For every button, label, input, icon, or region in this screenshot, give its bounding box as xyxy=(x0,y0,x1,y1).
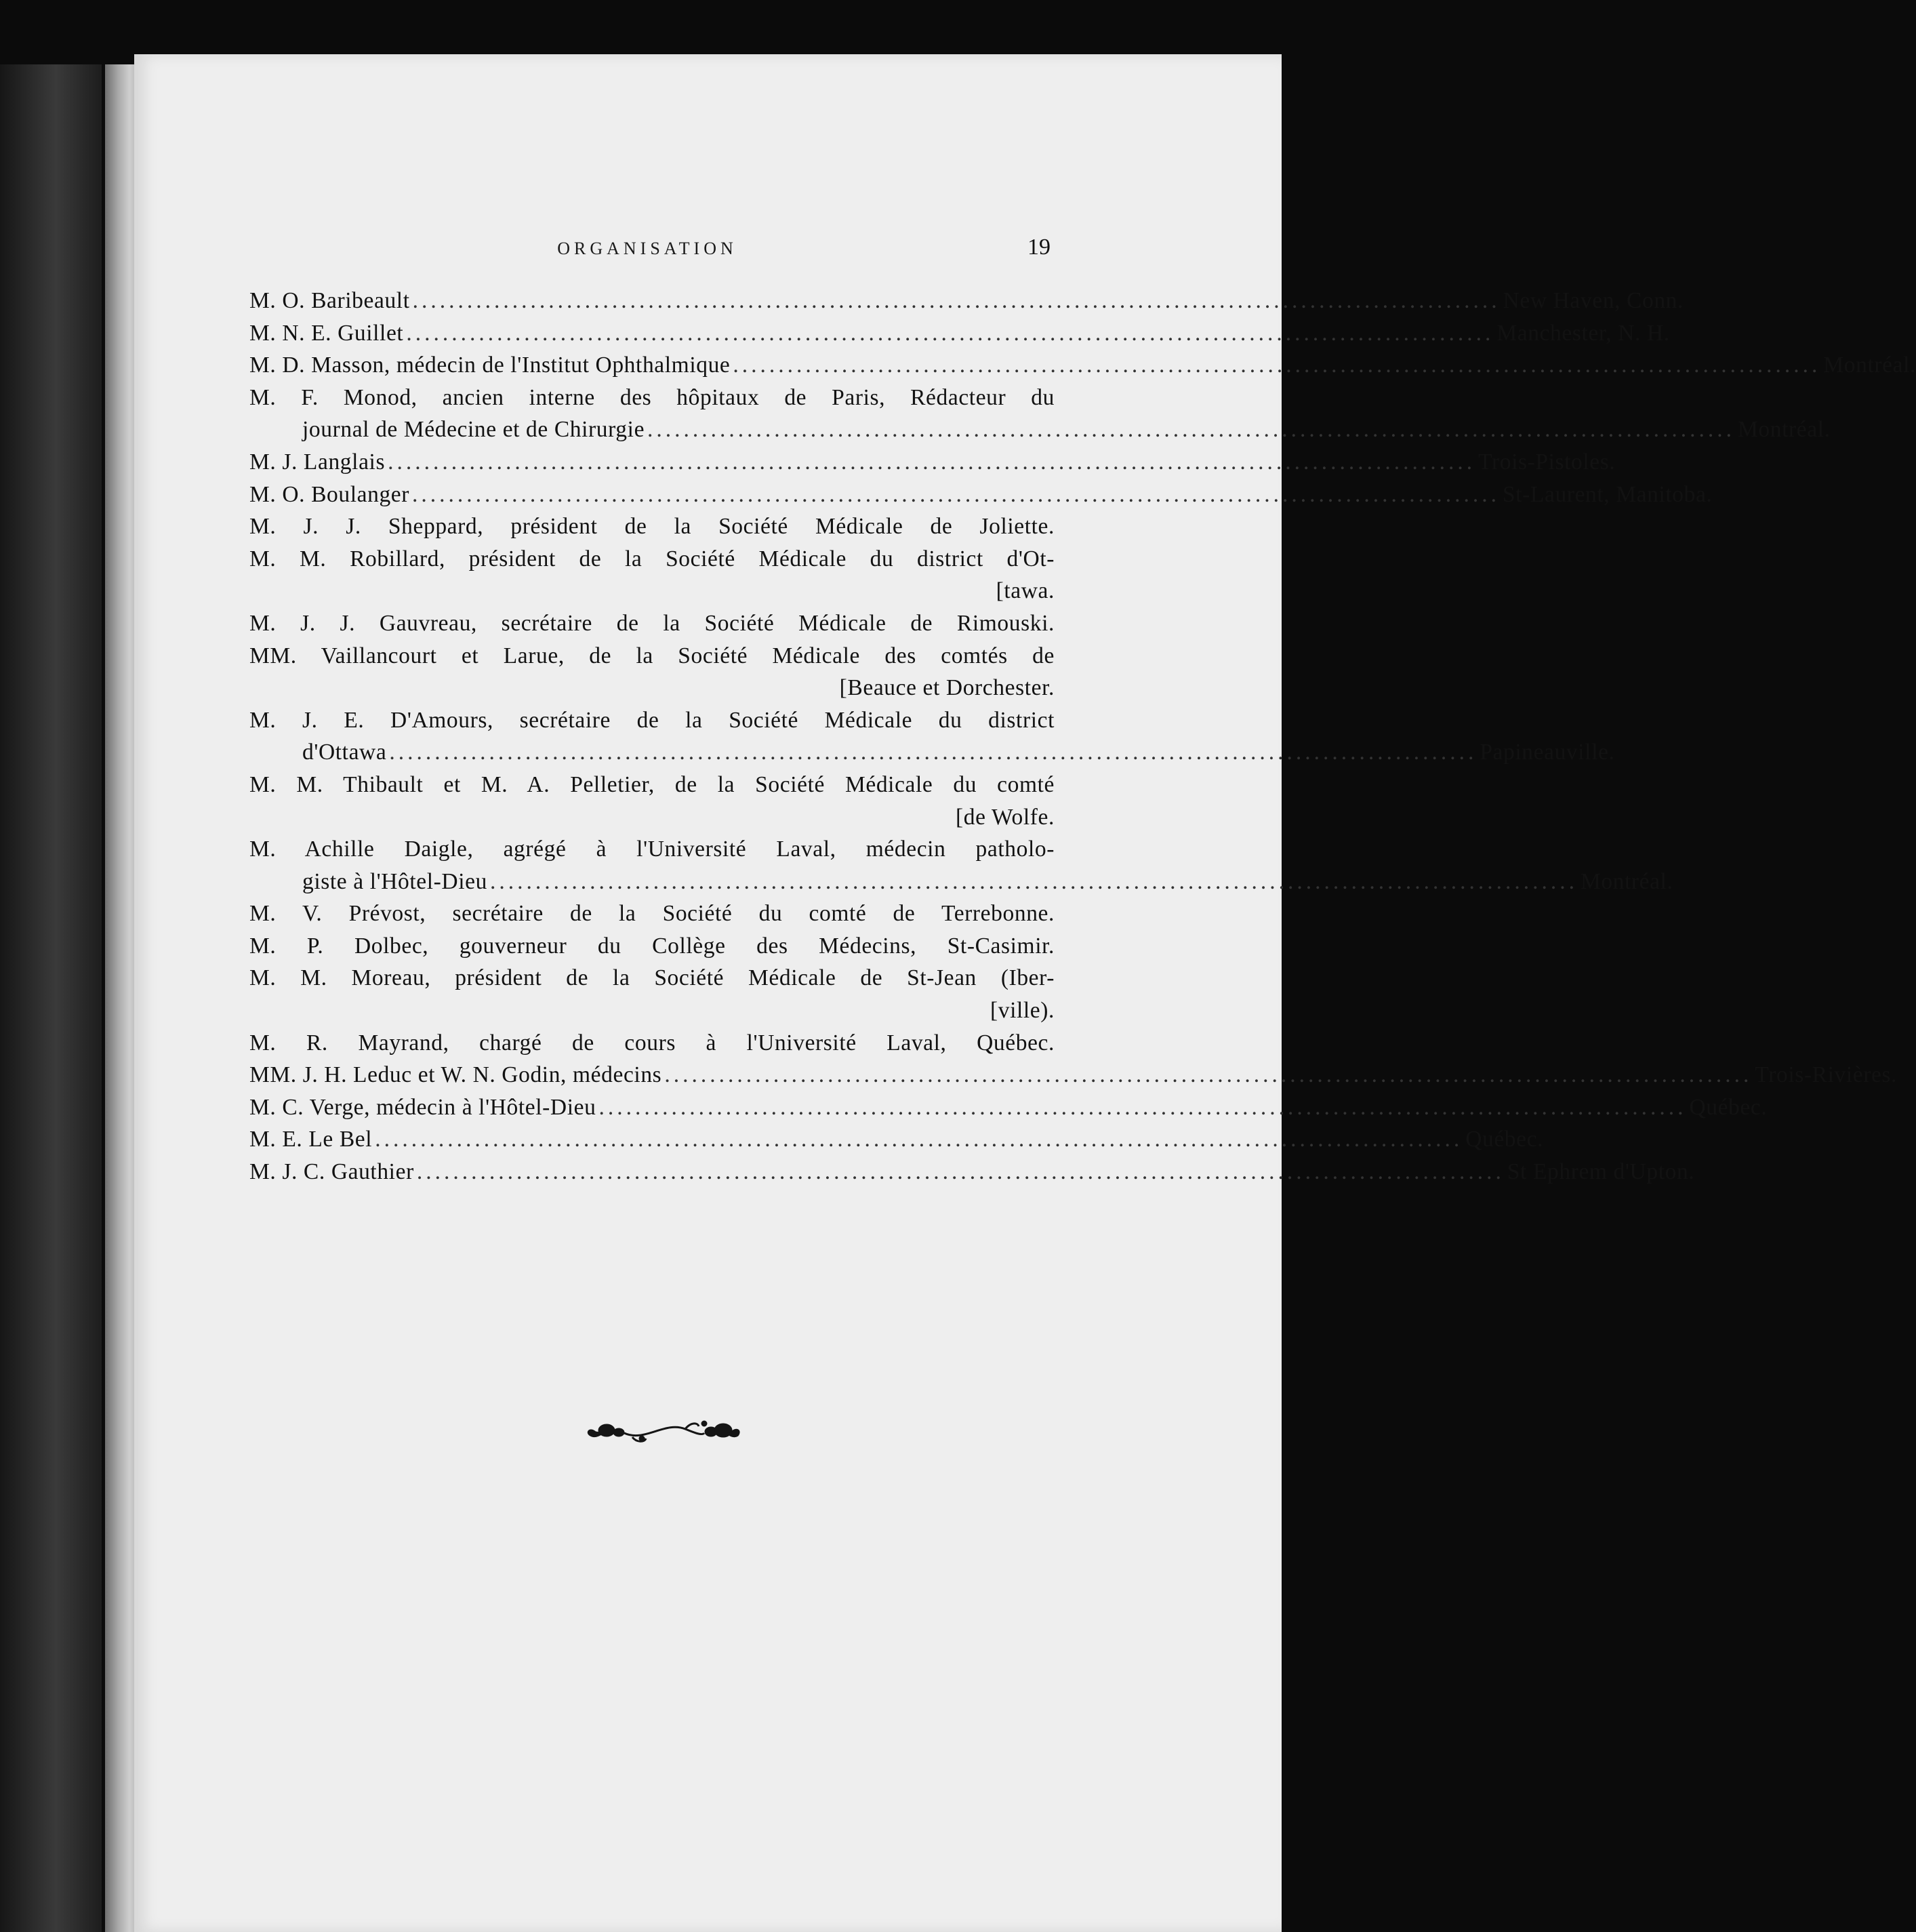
entry-place: New Haven, Conn. xyxy=(1503,288,1684,313)
entry-place: Papineauville. xyxy=(1480,740,1615,765)
entry-name: d'Ottawa xyxy=(302,740,387,765)
entry-text: [ville). xyxy=(990,998,1055,1024)
entry-place: Trois-Rivières. xyxy=(1755,1062,1898,1088)
entry-text: M. M. Robillard, président de la Société Médicale du district d'Ot- xyxy=(249,546,1055,571)
entry-text: [de Wolfe. xyxy=(956,804,1055,830)
list-entry xyxy=(249,898,1055,930)
entry-text: M. Achille Daigle, agrégé à l'Université Laval, médecin patholo- xyxy=(249,837,1055,862)
floral-ornament-icon xyxy=(584,1415,743,1447)
entry-name: M. J. C. Gauthier xyxy=(249,1159,414,1185)
list-entry xyxy=(249,736,1615,769)
page-number: 19 xyxy=(1027,235,1051,260)
list-entry xyxy=(249,510,1055,543)
list-entry xyxy=(249,672,1055,704)
entry-name: MM. J. H. Leduc et W. N. Godin, médecins xyxy=(249,1062,662,1088)
list-entry xyxy=(249,704,1055,737)
entry-name: giste à l'Hôtel-Dieu xyxy=(302,868,487,894)
list-entry xyxy=(249,543,1055,576)
list-entry xyxy=(249,1027,1055,1060)
list-entry xyxy=(249,285,1684,317)
list-entry xyxy=(249,1123,1544,1156)
entry-place: Montréal. xyxy=(1580,868,1673,894)
list-entry xyxy=(249,640,1055,672)
list-entry xyxy=(249,382,1055,414)
list-entry xyxy=(249,801,1055,834)
entry-text: M. J. J. Gauvreau, secrétaire de la Société Médicale de Rimouski. xyxy=(249,610,1055,636)
dot-leader: ........................................................................................................................ xyxy=(412,288,1501,313)
entry-name: M. E. Le Bel xyxy=(249,1127,373,1152)
entry-text: M. P. Dolbec, gouverneur du Collège des Médecins, St-Casimir. xyxy=(249,933,1055,959)
dot-leader: ........................................................................................................................ xyxy=(489,868,1578,894)
dot-leader: ........................................................................................................................ xyxy=(412,481,1501,507)
list-entry xyxy=(249,575,1055,607)
entry-text: M. M. Thibault et M. A. Pelletier, de la Société Médicale du comté xyxy=(249,771,1055,797)
dot-leader: ........................................................................................................................ xyxy=(598,1094,1687,1120)
entry-text: M. R. Mayrand, chargé de cours à l'Université Laval, Québec. xyxy=(249,1030,1055,1055)
list-entry xyxy=(249,962,1055,994)
list-entry xyxy=(249,1059,1898,1091)
facing-page-edge xyxy=(0,64,102,1932)
entry-place: St-Laurent, Manitoba. xyxy=(1503,481,1713,507)
list-entry xyxy=(249,479,1713,511)
entry-name: M. N. E. Guillet xyxy=(249,320,404,346)
dot-leader: ........................................................................................................................ xyxy=(389,740,1477,765)
entry-place: Québec. xyxy=(1465,1127,1544,1152)
entry-name: M. D. Masson, médecin de l'Institut Ophthalmique xyxy=(249,353,731,378)
list-entry xyxy=(249,607,1055,640)
entry-text: M. J. E. D'Amours, secrétaire de la Société Médicale du district xyxy=(249,707,1055,733)
dot-leader: ........................................................................................................................ xyxy=(733,353,1821,378)
entry-name: journal de Médecine et de Chirurgie xyxy=(302,417,645,443)
entry-text: [Beauce et Dorchester. xyxy=(839,675,1055,701)
dot-leader: ........................................................................................................................ xyxy=(406,320,1494,346)
entry-place: Québec. xyxy=(1689,1094,1768,1120)
entry-place: St Ephrem d'Upton. xyxy=(1507,1159,1695,1185)
entry-text: M. J. J. Sheppard, président de la Société Médicale de Joliette. xyxy=(249,514,1055,540)
list-entry xyxy=(249,414,1831,446)
entry-text: M. M. Moreau, président de la Société Médicale de St-Jean (Iber- xyxy=(249,965,1055,991)
entry-place: Trois-Pistoles. xyxy=(1478,449,1616,475)
list-entry xyxy=(249,866,1673,898)
list-entry xyxy=(249,930,1055,963)
dot-leader: ........................................................................................................................ xyxy=(647,417,1736,443)
entry-text: M. V. Prévost, secrétaire de la Société du comté de Terrebonne. xyxy=(249,901,1055,927)
list-entry xyxy=(249,317,1670,350)
list-entry xyxy=(249,1091,1768,1124)
entry-place: Montréal. xyxy=(1738,417,1831,443)
dot-leader: ........................................................................................................................ xyxy=(375,1127,1463,1152)
entry-text: MM. Vaillancourt et Larue, de la Société Médicale des comtés de xyxy=(249,643,1055,668)
entry-name: M. J. Langlais xyxy=(249,449,386,475)
entry-place: Montréal. xyxy=(1823,353,1916,378)
list-entry xyxy=(249,994,1055,1027)
book-spine xyxy=(105,64,138,1932)
member-list xyxy=(249,285,1916,1188)
entry-text: M. F. Monod, ancien interne des hôpitaux de Paris, Rédacteur du xyxy=(249,384,1055,410)
entry-name: M. C. Verge, médecin à l'Hôtel-Dieu xyxy=(249,1094,596,1120)
list-entry xyxy=(249,833,1055,866)
list-entry xyxy=(249,349,1916,382)
entry-text: [tawa. xyxy=(996,578,1055,604)
list-entry xyxy=(249,1156,1695,1188)
entry-name: M. O. Baribeault xyxy=(249,288,410,313)
page-header xyxy=(244,230,1051,271)
dot-leader: ........................................................................................................................ xyxy=(416,1159,1505,1185)
list-entry xyxy=(249,446,1616,479)
dot-leader: ........................................................................................................................ xyxy=(388,449,1476,475)
dot-leader: ........................................................................................................................ xyxy=(664,1062,1753,1088)
list-entry xyxy=(249,769,1055,801)
running-title: ORGANISATION xyxy=(557,239,737,258)
entry-name: M. O. Boulanger xyxy=(249,481,410,507)
entry-place: Manchester, N. H. xyxy=(1496,320,1670,346)
